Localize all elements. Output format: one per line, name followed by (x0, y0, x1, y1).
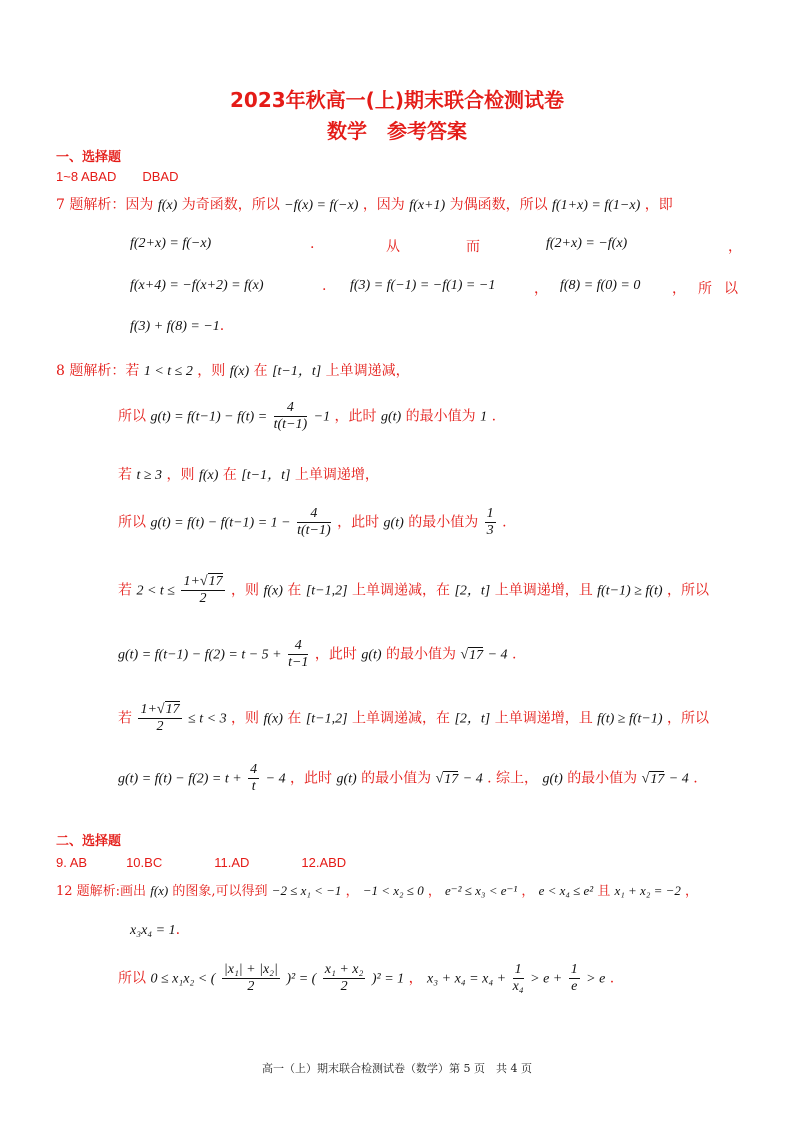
q8-text: 在 (287, 582, 302, 599)
fraction-denominator: e (571, 979, 578, 994)
q8-text: ，此时 (334, 408, 377, 425)
q8-math: g(t) (383, 515, 404, 531)
q8-text: ，则 (231, 582, 260, 599)
q7-line4 (130, 318, 224, 335)
q8-text: ，则 (166, 467, 195, 483)
page-footer: 高一（上）期末联合检测试卷（数学）第 5 页 共 4 页 (262, 1062, 532, 1075)
q8-math: − 4 (487, 647, 508, 663)
q12-math: x₃ + x₄ = x₄ + (427, 971, 507, 987)
q8-text: ，则 (197, 363, 226, 379)
sqrt-radicand: 17 (444, 771, 459, 787)
q12-text: ， (521, 884, 535, 899)
q8-text: 的最小值为 (567, 770, 638, 787)
q12-math: 0 ≤ x₁x₂ < ( (150, 971, 216, 987)
q8-math: [t−1，t] (241, 468, 291, 483)
q12-text: . (175, 922, 181, 938)
q8-text: 上单调递增，且 (494, 582, 593, 599)
fraction-denominator: x₄ (512, 979, 524, 994)
q8-text: . (491, 408, 497, 425)
q12-fraction (222, 962, 280, 995)
q8-math: g(t) = f(t−1) − f(2) = t − 5 + (118, 647, 282, 663)
q7-line3-eq3: f(8) = f(0) = 0 (560, 278, 641, 293)
q8-sqrt: √17 (435, 771, 459, 787)
q7-line2-cong: 从 (386, 239, 400, 255)
q8-text: ，此时 (337, 514, 380, 531)
q8-math: [t−1,2] (305, 711, 348, 727)
q8-line6 (118, 638, 516, 671)
q12-math: f(x) (150, 883, 169, 898)
q8-text: 所以 (118, 408, 146, 425)
q8-text: 上单调递减，在 (352, 710, 451, 727)
q8-text: . (502, 514, 507, 531)
q8-line3 (118, 464, 379, 484)
fraction-numerator: 1 (486, 506, 494, 521)
q8-text: 上单调递减， (325, 363, 410, 379)
q8-text: 上单调递增，且 (494, 710, 593, 727)
q8-text: ，则 (231, 710, 260, 727)
q12-fraction (323, 962, 366, 995)
q12-line2 (130, 922, 180, 939)
q8-math: g(t) (361, 647, 382, 663)
q7-line3-eq2: f(3) = f(−1) = −f(1) = −1 (350, 278, 496, 293)
section2-answers: 9. AB 10.BC 11.AD 12.ABD (56, 855, 347, 870)
q8-text: . (511, 646, 517, 663)
q8-math: g(t) (381, 409, 402, 425)
q8-text: 的最小值为 (361, 770, 432, 787)
q8-math: g(t) (542, 771, 563, 787)
q8-sqrt: √17 (641, 771, 665, 787)
q12-text: 且 (597, 884, 611, 899)
q12-text: ， (345, 884, 359, 899)
q8-math: f(x) (263, 583, 283, 599)
q8-math: g(t) (336, 771, 357, 787)
q7-line3-eq1: f(x+4) = −f(x+2) = f(x) (130, 278, 264, 293)
q8-math: g(t) = f(t−1) − f(t) = (150, 409, 268, 425)
q7-line1 (56, 194, 673, 214)
q8-fraction: $\frac{1+√17}{2}$ (183, 574, 223, 606)
q7-math: f(x) (157, 198, 178, 213)
fraction-numerator: 4 (297, 506, 331, 523)
q12-math: e⁻² ≤ x₃ < e⁻¹ (445, 883, 518, 898)
q12-math: −2 ≤ x₁ < −1 (271, 883, 342, 898)
fraction-denominator: 2 (199, 591, 207, 606)
q8-line8 (118, 762, 698, 795)
q7-line2-er: 而 (466, 239, 480, 255)
q8-text: 上单调递减，在 (352, 582, 451, 599)
q8-text: 所以 (118, 514, 146, 531)
q8-math: − 4 (462, 771, 483, 787)
q12-text: ， (685, 884, 699, 899)
q8-line2 (118, 400, 496, 433)
q7-math: −f(x) = f(−x) (284, 198, 359, 213)
q8-math: f(t) ≥ f(t−1) (597, 711, 663, 727)
q8-text: 8 题解析：若 (56, 363, 140, 379)
q8-text: ，此时 (314, 646, 357, 663)
q7-math: f(3) + f(8) = −1 (130, 319, 220, 334)
q7-text: 为偶函数，所以 (449, 197, 548, 213)
q12-line1 (56, 880, 698, 899)
q8-text: 上单调递增， (294, 467, 379, 483)
fraction-numerator: 4 (250, 762, 258, 777)
q7-line2-comma: ， (728, 239, 742, 255)
q8-text: 在 (253, 363, 268, 379)
q8-text: 的最小值为 (405, 408, 476, 425)
sqrt-radicand: 17 (650, 771, 665, 787)
q8-text: 在 (222, 467, 237, 483)
sqrt-radicand: 17 (165, 702, 180, 717)
q8-fraction (288, 638, 308, 671)
q7-line2-eq1: f(2+x) = f(−x) (130, 236, 212, 251)
q8-text: ，所以 (666, 582, 709, 599)
q12-text: . (609, 970, 615, 987)
q7-text: 7 题解析：因为 (56, 197, 154, 213)
q8-text: 在 (287, 710, 302, 727)
q12-math: > e + (530, 971, 563, 987)
q12-line3 (118, 962, 614, 995)
q8-math: 1 < t ≤ 2 (143, 364, 193, 379)
fraction-numerator: x₁ + x₂ (324, 962, 364, 977)
fraction-numerator: 1+ (140, 702, 157, 717)
q7-line3-dot: . (322, 278, 327, 294)
q12-text: ， (427, 884, 441, 899)
q7-text: . (219, 318, 225, 334)
fraction-denominator: 2 (156, 719, 164, 734)
fraction-numerator: |x₁| + |x₂| (223, 962, 278, 977)
q12-math: > e (586, 971, 606, 987)
fraction-denominator: 3 (486, 523, 494, 538)
fraction-denominator: 2 (247, 979, 255, 994)
q7-text: ，即 (644, 197, 673, 213)
page-subtitle: 数学 参考答案 (327, 119, 467, 143)
q8-math: f(x) (263, 711, 283, 727)
q7-line3-suo: 所 (698, 281, 712, 297)
q8-math: f(x) (198, 468, 219, 483)
q8-math: [t−1，t] (272, 364, 322, 379)
q12-math: x₃x₄ = 1 (130, 923, 176, 938)
q7-line3-comma2: ， (672, 281, 686, 297)
q8-text: 若 (118, 582, 132, 599)
q8-line5 (118, 574, 709, 607)
q12-text: 所以 (118, 970, 146, 987)
q8-math: ≤ t < 3 (188, 711, 227, 727)
q8-line1 (56, 360, 410, 380)
q8-text: . (693, 770, 698, 787)
q8-text: ，此时 (290, 770, 333, 787)
sqrt-radicand: 17 (469, 647, 484, 663)
q8-math: [t−1,2] (305, 583, 348, 599)
q7-math: f(1+x) = f(1−x) (552, 198, 641, 213)
q8-fraction: $\frac{1+√17}{2}$ (140, 702, 180, 734)
fraction-denominator: t(t−1) (273, 417, 308, 432)
section2-heading: 二、选择题 (56, 834, 122, 849)
q8-math: f(t−1) ≥ f(t) (597, 583, 663, 599)
sqrt-radicand: 17 (208, 574, 223, 589)
q8-math: − 4 (668, 771, 689, 787)
q8-math: g(t) = f(t) − f(t−1) = 1 − (150, 515, 291, 531)
q8-fraction (248, 762, 259, 795)
q12-math: e < x₄ ≤ e² (538, 883, 594, 898)
fraction-denominator: t−1 (288, 655, 309, 670)
q8-text: . 综上， (487, 770, 539, 787)
q7-text: ，因为 (362, 197, 405, 213)
q8-math: g(t) = f(t) − f(2) = t + (118, 771, 242, 787)
fraction-numerator: 1+ (183, 574, 200, 589)
q8-text: 若 (118, 710, 132, 727)
q8-math: [2，t] (454, 711, 491, 727)
section1-answers: 1~8 ABAD DBAD (56, 169, 179, 184)
q8-text: 的最小值为 (385, 646, 456, 663)
q8-text: 若 (118, 467, 132, 483)
fraction-numerator: 4 (288, 638, 308, 655)
q8-math: 1 (480, 409, 488, 425)
q12-text: ， (408, 970, 423, 987)
q8-fraction (274, 400, 308, 433)
fraction-denominator: t(t−1) (297, 523, 331, 538)
q12-fraction (513, 962, 524, 995)
q8-line4 (118, 506, 507, 539)
fraction-denominator: 2 (340, 979, 348, 994)
q7-line3-comma1: ， (534, 281, 548, 297)
q7-line2-eq2: f(2+x) = −f(x) (546, 236, 628, 251)
page-title: 2023年秋高一(上)期末联合检测试卷 (230, 88, 564, 112)
q7-text: 为奇函数，所以 (181, 197, 280, 213)
q8-text: ，所以 (666, 710, 709, 727)
q12-fraction (569, 962, 580, 995)
q8-math: f(x) (229, 364, 250, 379)
q8-line7 (118, 702, 709, 735)
q7-math: f(x+1) (409, 198, 446, 213)
fraction-denominator: t (251, 779, 256, 794)
q8-math: 2 < t ≤ (136, 583, 175, 599)
fraction-numerator: 1 (570, 962, 578, 977)
q7-line3-yi: 以 (724, 281, 738, 297)
q12-text: 12 题解析:画出 (56, 884, 147, 899)
q8-math: t ≥ 3 (136, 468, 163, 483)
q12-math: x₁ + x₂ = −2 (614, 883, 681, 898)
q12-math: )² = 1 (371, 971, 405, 987)
q8-sqrt: √17 (460, 647, 484, 663)
section1-heading: 一、选择题 (56, 150, 122, 165)
q12-math: −1 < x₂ ≤ 0 (362, 883, 424, 898)
q8-math: − 4 (265, 771, 286, 787)
q12-math: )² = ( (286, 971, 317, 987)
q12-text: 的图象,可以得到 (172, 884, 268, 899)
q7-line2-dot: . (310, 236, 315, 252)
q8-fraction (297, 506, 331, 539)
fraction-numerator: 4 (274, 400, 308, 417)
q8-text: 的最小值为 (408, 514, 479, 531)
q8-math: −1 (313, 409, 331, 425)
fraction-numerator: 1 (513, 962, 524, 979)
q8-fraction (485, 506, 496, 539)
q8-math: [2，t] (454, 583, 491, 599)
